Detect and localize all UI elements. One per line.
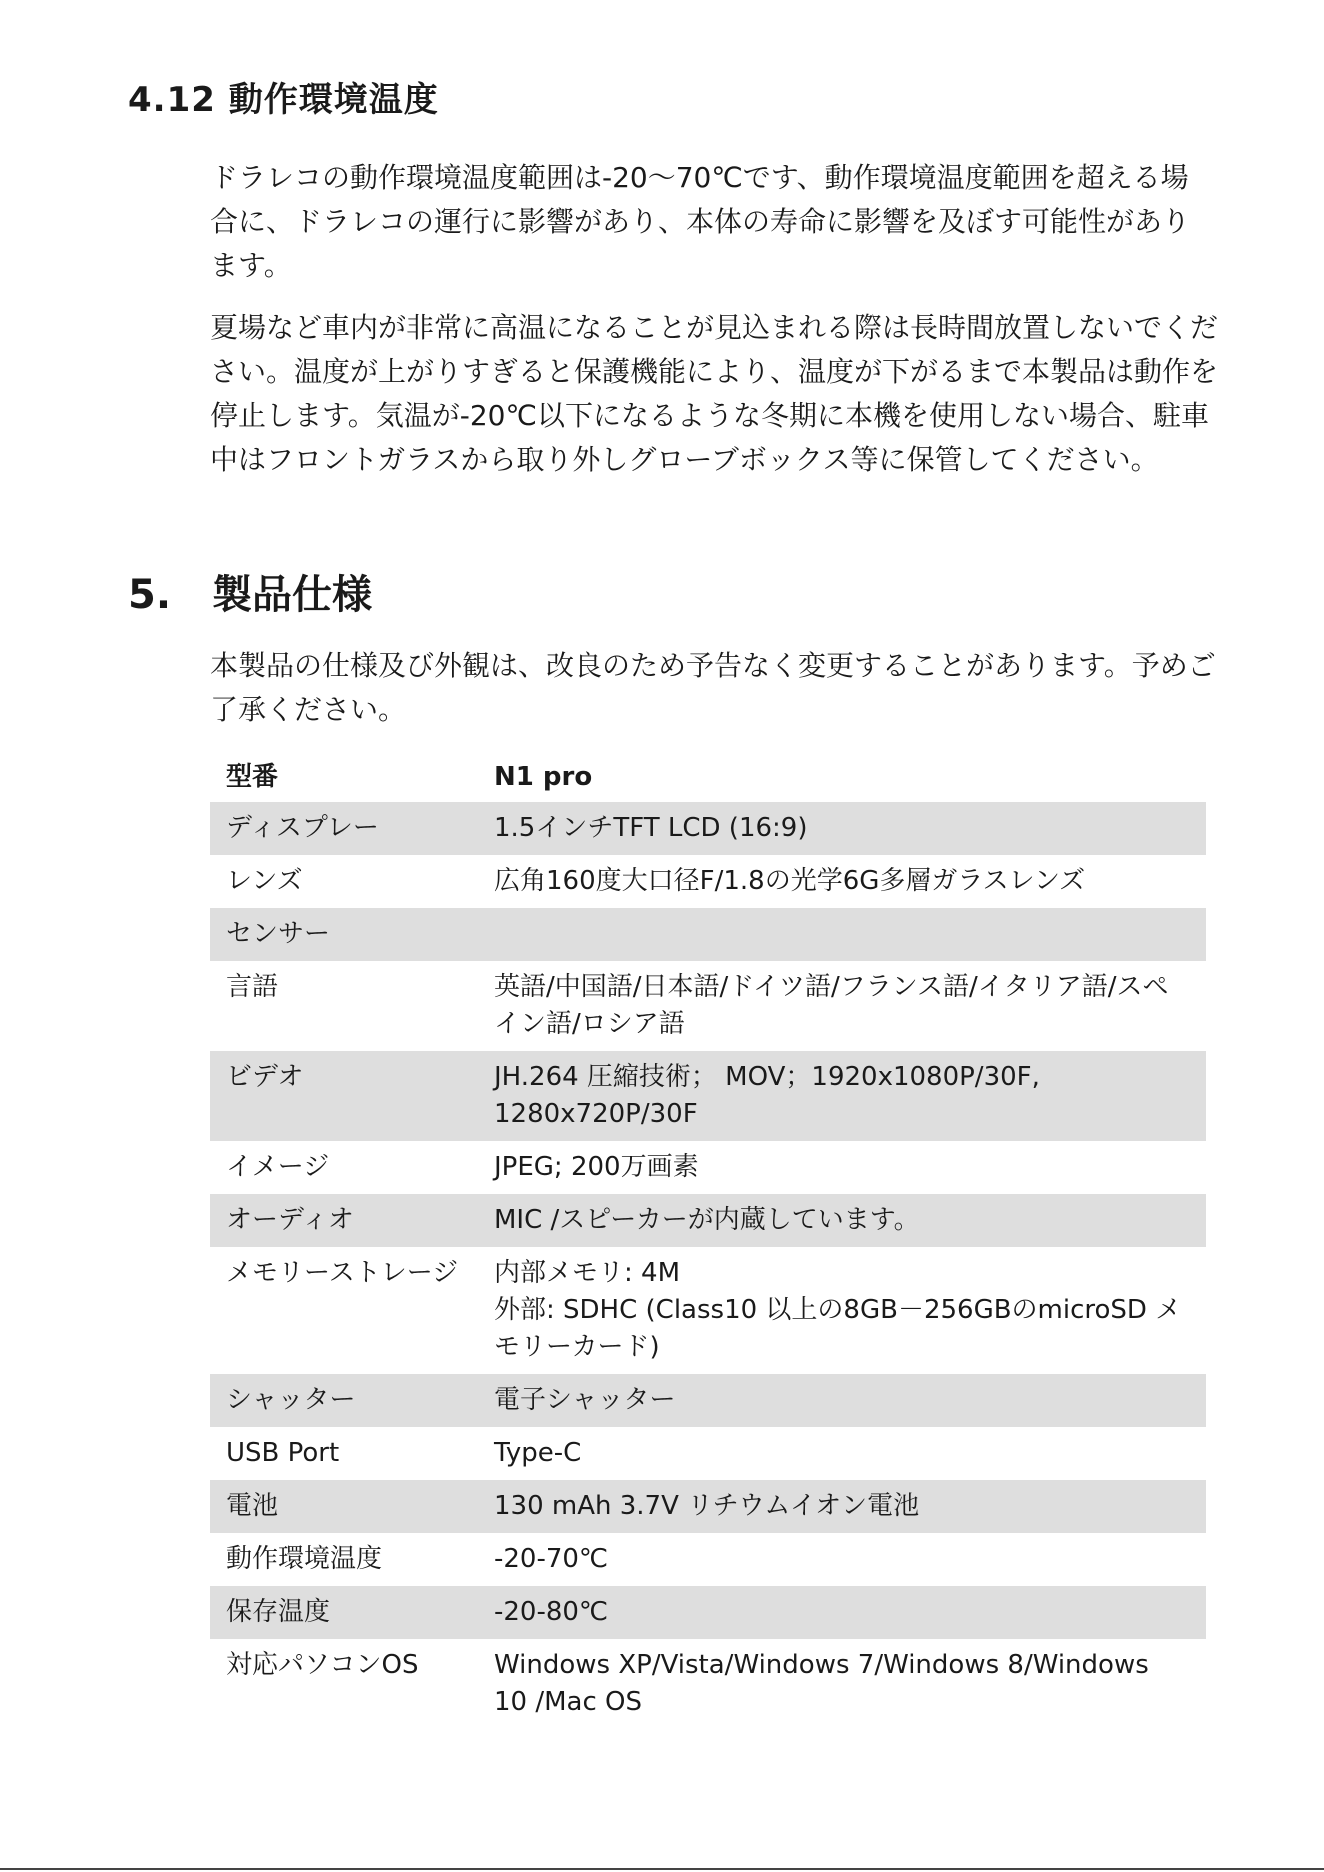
spec-value bbox=[478, 1247, 1206, 1374]
table-row bbox=[210, 1194, 1206, 1247]
spec-value: -20-80℃ bbox=[478, 1586, 1206, 1639]
table-row bbox=[210, 1374, 1206, 1427]
table-row bbox=[210, 1427, 1206, 1480]
spec-value: 英語/中国語/日本語/ドイツ語/フランス語/イタリア語/スペイン語/ロシア語 bbox=[494, 972, 1169, 1039]
table-row bbox=[210, 908, 1206, 961]
footer-divider bbox=[0, 1868, 1324, 1870]
spec-label: シャッター bbox=[210, 1374, 478, 1427]
table-row bbox=[210, 1586, 1206, 1639]
high-temperature-warning-paragraph: 夏場など車内が非常に高温になることが見込まれる際は長時間放置しないでください。温度が上がりすぎると保護機能により、温度が下がるまで本製品は動作を停止します。気温が-20℃以下になるような冬期に本機を使用しない場合、駐車中はフロントガラスから取り外しグローブボックス等に保管してください。 bbox=[210, 311, 1219, 476]
spec-label: USB Port bbox=[226, 1438, 340, 1468]
internal-memory-value: 内部メモリ: 4M bbox=[494, 1258, 680, 1288]
table-row bbox=[210, 1533, 1206, 1586]
spec-label: ビデオ bbox=[210, 1051, 478, 1141]
table-row bbox=[210, 802, 1206, 855]
spec-value: Type-C bbox=[494, 1438, 582, 1468]
spec-label: 動作環境温度 bbox=[226, 1544, 383, 1574]
spec-value: 130 mAh 3.7V リチウムイオン電池 bbox=[478, 1480, 1206, 1533]
spec-value: 1.5インチTFT LCD (16:9) bbox=[478, 802, 1206, 855]
section-5-heading bbox=[128, 563, 372, 620]
spec-value: 広角160度大口径F/1.8の光学6G多層ガラスレンズ bbox=[494, 866, 1086, 896]
spec-label: ディスプレー bbox=[210, 802, 478, 855]
spec-label: センサー bbox=[210, 908, 478, 961]
spec-label: 言語 bbox=[226, 972, 279, 1002]
table-row bbox=[210, 1639, 1206, 1729]
section-4-12-heading: 4.12 動作環境温度 bbox=[128, 80, 439, 120]
spec-label: 保存温度 bbox=[210, 1586, 478, 1639]
spec-value: JH.264 圧縮技術； MOV；1920x1080P/30F, 1280x720P/30F bbox=[478, 1051, 1206, 1141]
spec-value: 電子シャッター bbox=[478, 1374, 1206, 1427]
table-row bbox=[210, 1247, 1206, 1374]
spec-value bbox=[478, 908, 1206, 961]
table-row bbox=[210, 855, 1206, 908]
spec-label: レンズ bbox=[226, 866, 303, 896]
table-row bbox=[210, 1480, 1206, 1533]
spec-label: 対応パソコンOS bbox=[226, 1650, 419, 1680]
spec-value: JPEG; 200万画素 bbox=[494, 1152, 699, 1182]
table-header-row bbox=[210, 755, 1206, 802]
spec-label: オーディオ bbox=[210, 1194, 478, 1247]
section-title: 製品仕様 bbox=[212, 572, 372, 618]
model-value: N1 pro bbox=[494, 762, 593, 792]
table-row bbox=[210, 1051, 1206, 1141]
spec-label: メモリーストレージ bbox=[226, 1258, 459, 1288]
table-row bbox=[210, 1141, 1206, 1194]
spec-label: イメージ bbox=[226, 1152, 330, 1182]
spec-intro-paragraph: 本製品の仕様及び外観は、改良のため予告なく変更することがあります。予めご了承ください。 bbox=[210, 649, 1216, 726]
section-number: 5. bbox=[128, 572, 172, 618]
spec-value: -20-70℃ bbox=[494, 1544, 609, 1574]
spec-table bbox=[210, 755, 1206, 1729]
model-label: 型番 bbox=[226, 762, 279, 792]
external-memory-value: 外部: SDHC (Class10 以上の8GB－256GBのmicroSD メモリーカード) bbox=[494, 1295, 1182, 1362]
table-row bbox=[210, 961, 1206, 1051]
spec-label: 電池 bbox=[210, 1480, 478, 1533]
spec-value: Windows XP/Vista/Windows 7/Windows 8/Windows 10 /Mac OS bbox=[494, 1650, 1149, 1717]
spec-value: MIC /スピーカーが内蔵しています。 bbox=[478, 1194, 1206, 1247]
operating-temperature-paragraph: ドラレコの動作環境温度範囲は-20〜70℃です、動作環境温度範囲を超える場合に、ドラレコの運行に影響があり、本体の寿命に影響を及ぼす可能性があります。 bbox=[210, 161, 1191, 282]
